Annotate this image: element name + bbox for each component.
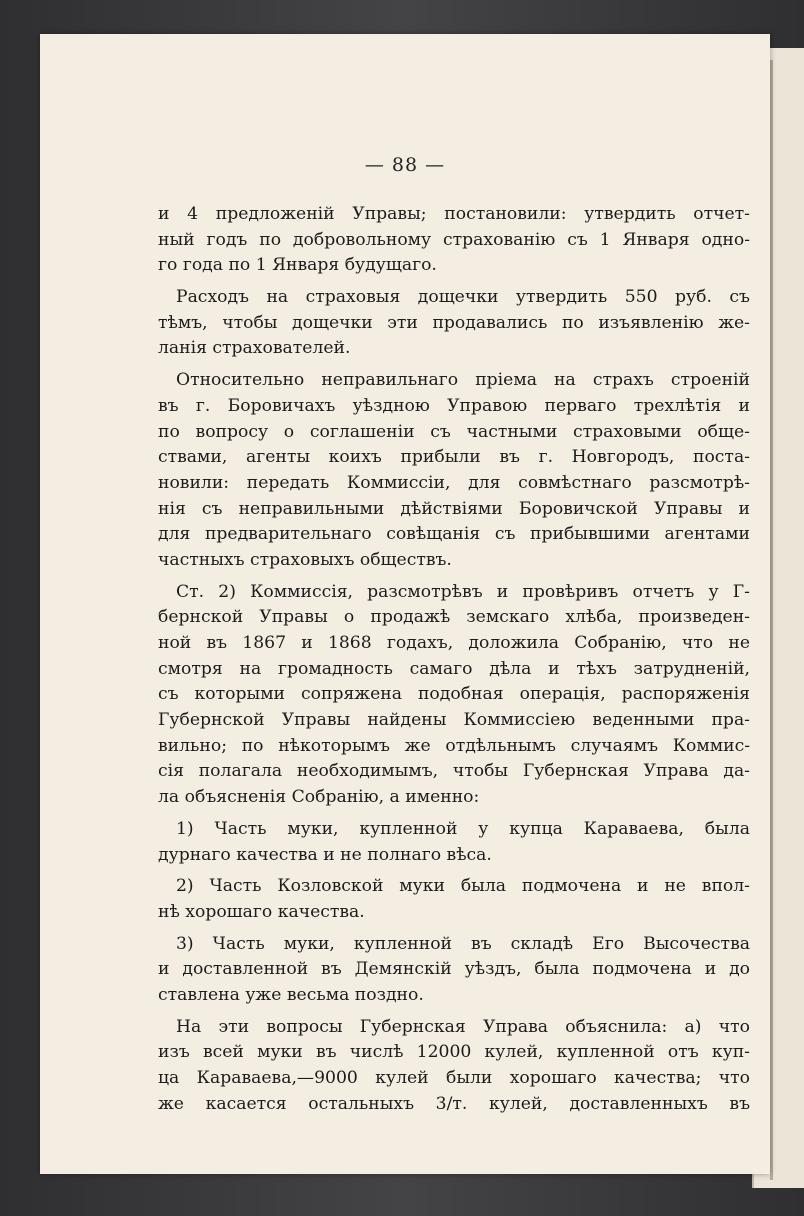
text-line: нѣ хорошаго качества.: [158, 901, 365, 922]
text-line: изъ всей муки въ числѣ 12000 кулей, купленной отъ куп-: [158, 1042, 750, 1063]
text-line: бернской Управы о продажѣ земскаго хлѣба, произведен-: [158, 607, 750, 628]
paragraph: [158, 368, 750, 574]
paragraph: [158, 202, 750, 279]
text-line: для предварительнаго совѣщанiя съ прибывшими агентами: [158, 524, 750, 545]
body-text: [158, 202, 750, 1117]
text-line: 3) Часть муки, купленной въ складѣ Его Высочества: [176, 933, 750, 954]
text-line: вильно; по нѣкоторымъ же отдѣльнымъ случаямъ Коммис-: [158, 735, 750, 756]
text-line: ла объясненiя Собранiю, а именно:: [158, 787, 480, 808]
text-line: смотря на громадность самаго дѣла и тѣхъ затрудненiй,: [158, 658, 750, 679]
text-line: нiя съ неправильными дѣйствiями Боровичской Управы и: [158, 498, 750, 519]
page-number: — 88 —: [364, 154, 446, 176]
text-line: 1) Часть муки, купленной у купца Караваева, была: [176, 818, 750, 839]
text-line: Губернской Управы найдены Коммиссiею веденными пра-: [158, 710, 750, 731]
text-line: тѣмъ, чтобы дощечки эти продавались по изъявленiю же-: [158, 312, 750, 333]
text-line: съ которыми сопряжена подобная операцiя, распоряженiя: [158, 684, 750, 705]
text-line: ца Караваева,—9000 кулей были хорошаго качества; что: [158, 1068, 750, 1088]
text-line: ставлена уже весьма поздно.: [158, 984, 424, 1005]
binding-line: [770, 60, 773, 1180]
text-line: ствами, агенты коихъ прибыли въ г. Новгородъ, поста-: [158, 447, 750, 468]
text-line: На эти вопросы Губернская Управа объяснила: а) что: [176, 1016, 750, 1037]
text-line: новили: передать Коммиссiи, для совмѣстнаго разсмотрѣ-: [158, 472, 750, 493]
text-line: и 4 предложенiй Управы; постановили: утвердить отчет-: [158, 204, 750, 224]
text-line: 2) Часть Козловской муки была подмочена и не впол-: [176, 876, 750, 897]
text-line: сiя полагала необходимымъ, чтобы Губернская Управа да-: [158, 761, 750, 782]
book-page: [40, 34, 770, 1174]
paragraph: [158, 817, 750, 868]
text-line: же касается остальныхъ 3/т. кулей, доставленныхъ въ: [158, 1093, 750, 1114]
paragraph: [158, 580, 750, 811]
text-line: ланiя страхователей.: [158, 338, 351, 359]
paragraph: [158, 1015, 750, 1118]
text-line: по вопросу о соглашенiи съ частными страховыми обще-: [158, 421, 750, 442]
text-line: го года по 1 Января будущаго.: [158, 255, 437, 276]
paragraph: [158, 285, 750, 362]
paragraph: [158, 932, 750, 1009]
text-line: ной въ 1867 и 1868 годахъ, доложила Собранiю, что не: [158, 633, 750, 653]
text-line: въ г. Боровичахъ уѣздною Управою перваго трехлѣтiя и: [158, 395, 750, 416]
text-line: частныхъ страховыхъ обществъ.: [158, 549, 452, 570]
text-line: Ст. 2) Коммиссiя, разсмотрѣвъ и провѣривъ отчетъ у Г-: [176, 581, 750, 602]
text-line: Расходъ на страховыя дощечки утвердить 550 руб. съ: [176, 287, 750, 308]
text-line: дурнаго качества и не полнаго вѣса.: [158, 844, 492, 865]
text-line: ный годъ по добровольному страхованiю съ 1 Января одно-: [158, 229, 750, 250]
text-line: и доставленной въ Демянскiй уѣздъ, была подмочена и до: [158, 959, 750, 980]
text-line: Относительно неправильнаго прiема на страхъ строенiй: [176, 370, 750, 391]
paragraph: [158, 874, 750, 925]
